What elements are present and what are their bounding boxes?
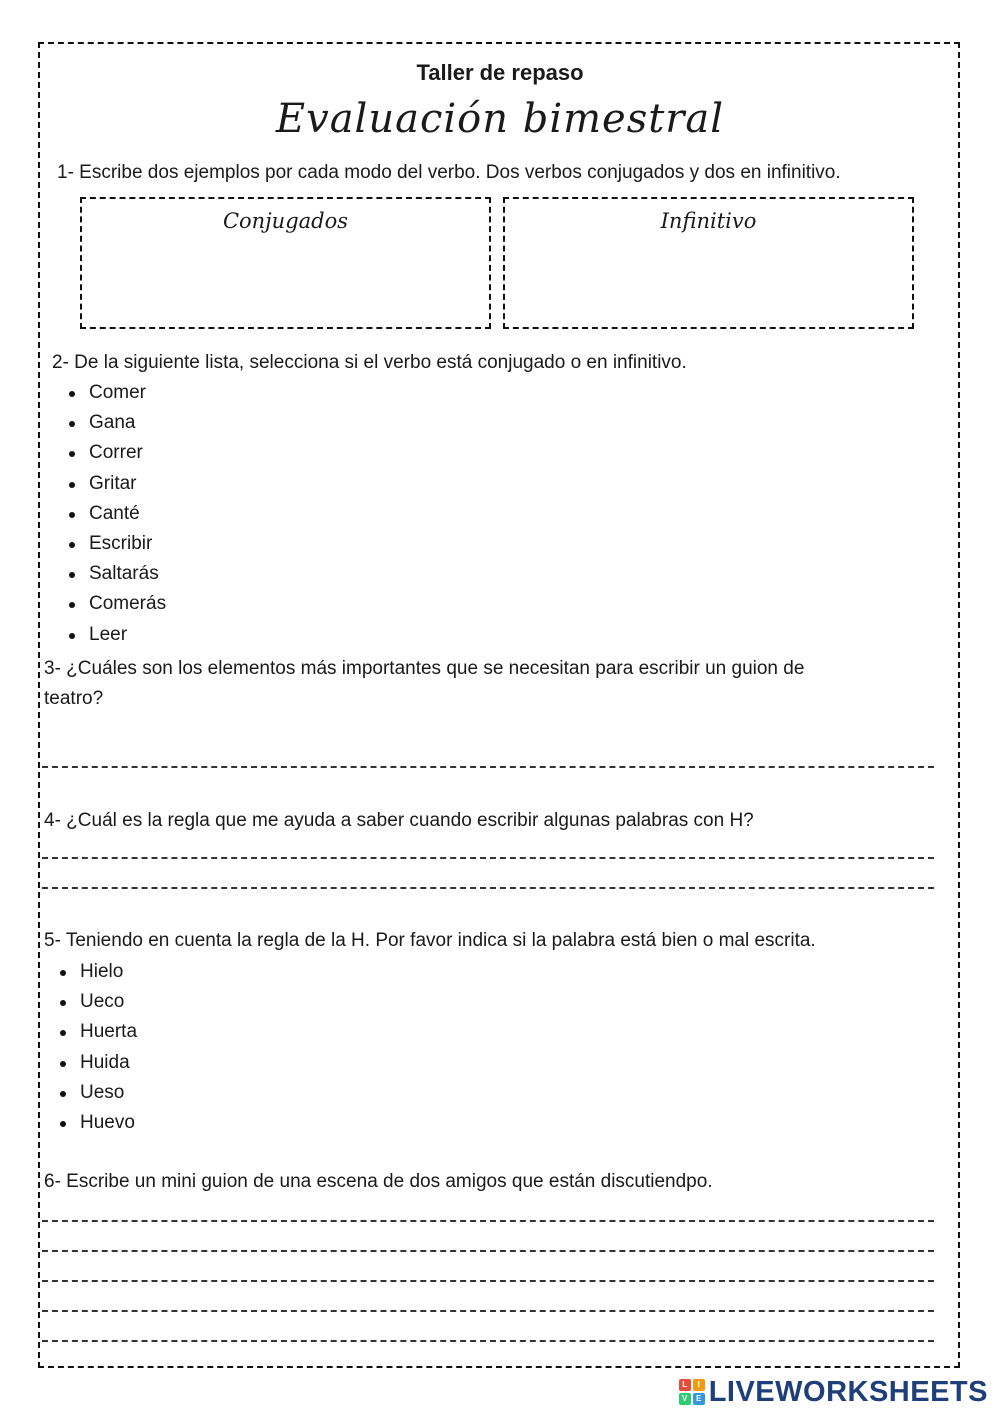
list-item[interactable]: Comer: [63, 378, 166, 408]
answer-line[interactable]: [42, 857, 934, 859]
list-item[interactable]: Correr: [63, 438, 166, 468]
question-4: 4- ¿Cuál es la regla que me ayuda a saber cuando escribir algunas palabras con H?: [44, 810, 754, 831]
answer-line[interactable]: [42, 766, 934, 768]
answer-line[interactable]: [42, 1310, 934, 1312]
question-5: 5- Teniendo en cuenta la regla de la H. Por favor indica si la palabra está bien o mal escrita.: [44, 930, 816, 951]
list-item[interactable]: Huida: [54, 1048, 137, 1078]
list-item[interactable]: Gana: [63, 408, 166, 438]
badge-letter: L: [679, 1379, 691, 1391]
question-1: 1- Escribe dos ejemplos por cada modo del verbo. Dos verbos conjugados y dos en infinitivo.: [57, 162, 841, 183]
answer-box-conjugados[interactable]: [80, 197, 491, 329]
list-item[interactable]: Ueso: [54, 1078, 137, 1108]
box-heading-conjugados: Conjugados: [222, 209, 349, 233]
question-2: 2- De la siguiente lista, selecciona si el verbo está conjugado o en infinitivo.: [52, 352, 687, 373]
live-badge-icon: [679, 1379, 705, 1405]
list-item[interactable]: Ueco: [54, 987, 137, 1017]
liveworksheets-logo: [679, 1374, 988, 1410]
word-list: [54, 957, 137, 1138]
list-item[interactable]: Leer: [63, 620, 166, 650]
list-item[interactable]: Hielo: [54, 957, 137, 987]
list-item[interactable]: Huevo: [54, 1108, 137, 1138]
question-3-line-2: teatro?: [44, 688, 104, 709]
worksheet-subtitle: Taller de repaso: [416, 60, 584, 85]
answer-line[interactable]: [42, 1250, 934, 1252]
answer-line[interactable]: [42, 1340, 934, 1342]
answer-line[interactable]: [42, 1280, 934, 1282]
verb-list: [63, 378, 166, 650]
list-item[interactable]: Canté: [63, 499, 166, 529]
brand-name: LIVEWORKSHEETS: [708, 1375, 988, 1408]
badge-letter: I: [693, 1379, 705, 1391]
badge-letter: E: [693, 1393, 705, 1405]
worksheet-title: Evaluación bimestral: [275, 96, 725, 142]
answer-box-infinitivo[interactable]: [503, 197, 914, 329]
list-item[interactable]: Comerás: [63, 589, 166, 619]
question-6: 6- Escribe un mini guion de una escena de dos amigos que están discutiendpo.: [44, 1171, 713, 1192]
box-heading-infinitivo: Infinitivo: [660, 209, 757, 233]
list-item[interactable]: Gritar: [63, 469, 166, 499]
answer-line[interactable]: [42, 1220, 934, 1222]
list-item[interactable]: Saltarás: [63, 559, 166, 589]
list-item[interactable]: Escribir: [63, 529, 166, 559]
list-item[interactable]: Huerta: [54, 1017, 137, 1047]
question-3-line-1: 3- ¿Cuáles son los elementos más importantes que se necesitan para escribir un guion de: [44, 658, 805, 679]
answer-line[interactable]: [42, 887, 934, 889]
badge-letter: V: [679, 1393, 691, 1405]
